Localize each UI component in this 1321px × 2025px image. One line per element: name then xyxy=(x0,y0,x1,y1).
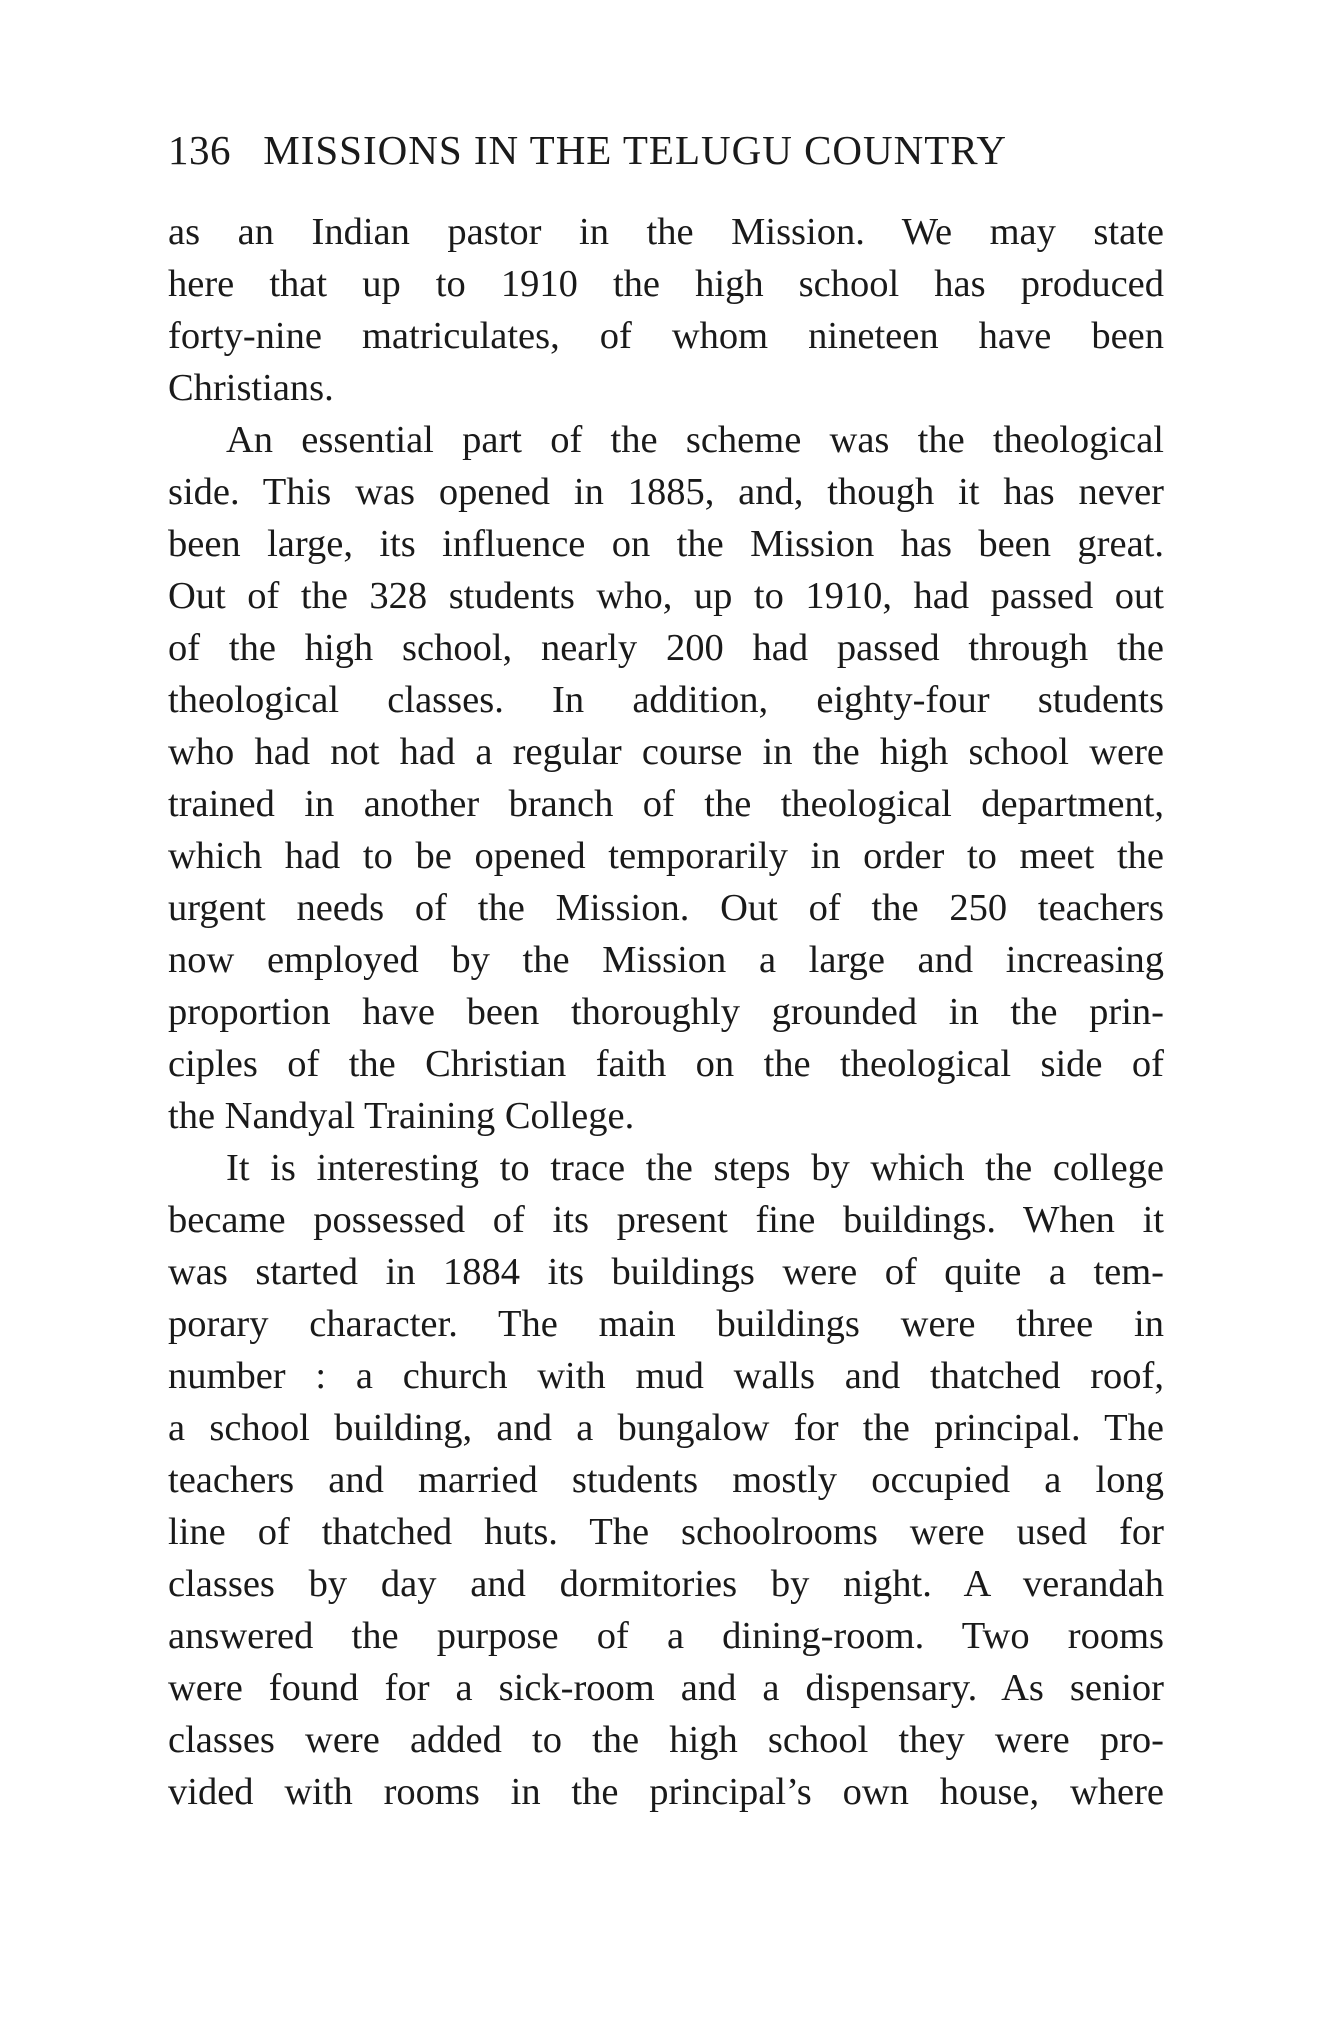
text-line: theological classes. In addition, eighty-four students xyxy=(168,679,1164,721)
text-line: been large, its influence on the Mission has been great. xyxy=(168,523,1164,565)
text-line: classes by day and dormitories by night. A verandah xyxy=(168,1563,1164,1605)
text-line: answered the purpose of a dining-room. Two rooms xyxy=(168,1615,1164,1657)
text-line: vided with rooms in the principal’s own house, where xyxy=(168,1771,1164,1813)
text-line: trained in another branch of the theological department, xyxy=(168,783,1164,825)
text-line: number : a church with mud walls and thatched roof, xyxy=(168,1355,1164,1397)
text-line: teachers and married students mostly occupied a long xyxy=(168,1459,1164,1501)
text-line: classes were added to the high school they were pro- xyxy=(168,1719,1164,1761)
text-line: proportion have been thoroughly grounded in the prin- xyxy=(168,991,1164,1033)
text-line: became possessed of its present fine buildings. When it xyxy=(168,1199,1164,1241)
text-line: It is interesting to trace the steps by which the college xyxy=(226,1147,1164,1189)
text-line: of the high school, nearly 200 had passed through the xyxy=(168,627,1164,669)
text-line: who had not had a regular course in the high school were xyxy=(168,731,1164,773)
text-line: the Nandyal Training College. xyxy=(168,1095,635,1137)
text-line: now employed by the Mission a large and increasing xyxy=(168,939,1164,981)
text-line: An essential part of the scheme was the theological xyxy=(226,419,1164,461)
text-line: line of thatched huts. The schoolrooms were used for xyxy=(168,1511,1164,1553)
text-line: as an Indian pastor in the Mission. We may state xyxy=(168,211,1164,253)
text-line: was started in 1884 its buildings were of quite a tem- xyxy=(168,1251,1164,1293)
text-line: forty-nine matriculates, of whom nineteen have been xyxy=(168,315,1164,357)
text-line: which had to be opened temporarily in order to meet the xyxy=(168,835,1164,877)
text-line: Out of the 328 students who, up to 1910, had passed out xyxy=(168,575,1164,617)
running-head xyxy=(168,122,1158,178)
text-line: Christians. xyxy=(168,367,334,409)
text-line: ciples of the Christian faith on the theological side of xyxy=(168,1043,1164,1085)
body-text xyxy=(168,206,1164,1818)
text-line: were found for a sick-room and a dispensary. As senior xyxy=(168,1667,1164,1709)
text-line: here that up to 1910 the high school has produced xyxy=(168,263,1164,305)
text-line: side. This was opened in 1885, and, though it has never xyxy=(168,471,1164,513)
text-line: urgent needs of the Mission. Out of the 250 teachers xyxy=(168,887,1164,929)
running-title: MISSIONS IN THE TELUGU COUNTRY xyxy=(263,127,1007,173)
text-line: a school building, and a bungalow for the principal. The xyxy=(168,1407,1164,1449)
text-line: porary character. The main buildings were three in xyxy=(168,1303,1164,1345)
page-number: 136 xyxy=(168,127,231,173)
